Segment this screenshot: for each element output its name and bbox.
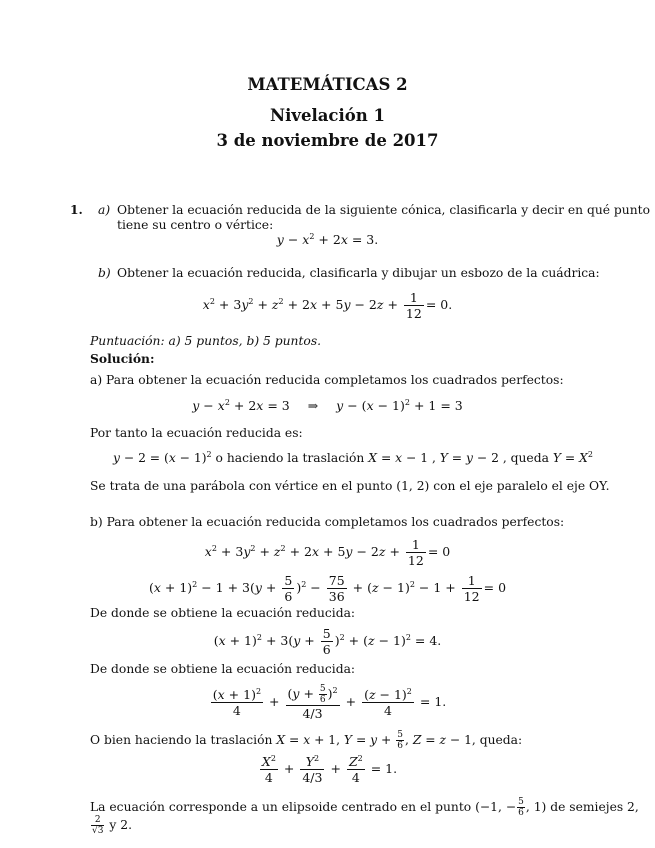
solution-a-therefore: Por tanto la ecuación reducida es: [90, 426, 303, 440]
part-a-text-1: Obtener la ecuación reducida de la siguiente cónica, clasificarla y decir en qué punto [117, 203, 650, 217]
equation-a-complete-square: $y - x^2 + 2x = 3$ ⇒ $y - (x - 1)^2 + 1 = 3$ [192, 397, 463, 413]
solution-b-conclusion-2: $\frac{2}{√3}$ y 2. [92, 815, 132, 836]
equation-b-completed: $(x + 1)^2 - 1 + 3(y$ + $\frac{5}{6}$ )$^2$ − $\frac{75}{36}$ + $(z - 1)^2 - 1$ + $\frac{1}{12}$ = 0 [148, 573, 507, 604]
translation-text: o haciendo la traslación [215, 451, 365, 465]
problem-number: 1. [70, 202, 83, 217]
part-a-text-2: tiene su centro o vértice: [117, 218, 274, 232]
doc-title: MATEMÁTICAS 2 [247, 75, 408, 94]
solution-b-translation: O bien haciendo la traslación X = x + 1, Y = y + $\frac{5}{6}$ , Z = z − 1, queda: [90, 730, 523, 751]
solution-heading: Solución: [90, 351, 155, 366]
solution-b-de-donde-1: De donde se obtiene la ecuación reducida: [90, 606, 356, 620]
solution-b-conclusion-1: La ecuación corresponde a un elipsoide centrado en el punto (−1, − $\frac{5}{6}$ , 1) de semiejes 2, [90, 797, 639, 818]
equation-b-final: $\frac{X^2}{4}$ + $\frac{Y^2}{4/3}$ + $\frac{Z^2}{4}$ = 1. [261, 753, 398, 785]
equation-a-reduced: $y - 2 = (x - 1)^2$ o haciendo la traslación X = x − 1 , Y = y − 2 , queda $Y = X^2$ [113, 449, 593, 465]
solution-a-intro: a) Para obtener la ecuación reducida completamos los cuadrados perfectos: [90, 373, 564, 387]
equation-conic: $y - x^2 + 2x = 3$. [276, 231, 379, 247]
equation-b-normalized: $\frac{(x + 1)^2}{4}$ + (y + $\frac{5}{6}$ )$^2$ 4/3 + $\frac{(z - 1)^2}{4}$ = 1. [212, 684, 447, 721]
solution-a-conclusion: Se trata de una parábola con vértice en el punto (1, 2) con el eje paralelo el eje OY. [90, 479, 610, 493]
doc-subtitle: Nivelación 1 [270, 106, 385, 125]
solution-b-intro: b) Para obtener la ecuación reducida completamos los cuadrados perfectos: [90, 515, 565, 529]
queda-text: queda [510, 451, 549, 465]
b-queda-text: queda: [479, 733, 523, 747]
part-b-label: b) [98, 266, 111, 280]
solution-b-de-donde-2: De donde se obtiene la ecuación reducida: [90, 662, 356, 676]
part-a-label: a) [98, 203, 111, 217]
equation-quadric: $x^2 + 3y^2 + z^2 + 2x + 5y - 2z$ + $\frac{1}{12}$ = 0. [202, 290, 453, 321]
b-translation-text: O bien haciendo la traslación [90, 733, 273, 747]
equation-b-reduced: $(x + 1)^2 + 3(y$ + $\frac{5}{6}$ )$^2 + (z - 1)^2 = 4$. [213, 626, 442, 657]
equation-b-original: $x^2 + 3y^2 + z^2 + 2x + 5y - 2z$ + $\frac{1}{12}$ = 0 [204, 537, 451, 568]
doc-date: 3 de noviembre de 2017 [216, 131, 439, 150]
scoring-note: Puntuación: a) 5 puntos, b) 5 puntos. [90, 334, 322, 348]
part-b-text: Obtener la ecuación reducida, clasificarla y dibujar un esbozo de la cuádrica: [117, 266, 600, 280]
